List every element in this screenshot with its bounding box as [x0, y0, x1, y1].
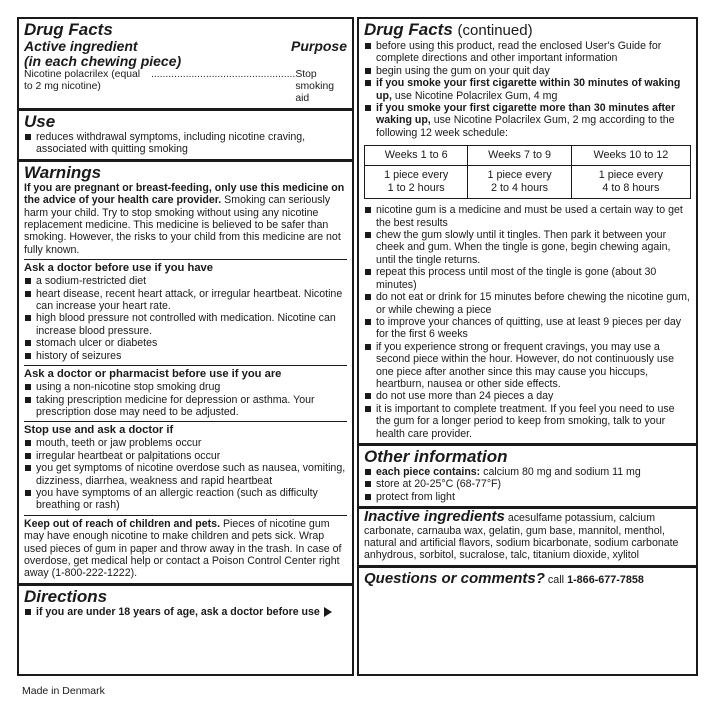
questions-line: [364, 570, 691, 587]
cell-line: 1 piece every: [598, 169, 663, 182]
pregnancy-warning-bold: If you are pregnant or breast-feeding, only use this medicine on the advice of your health care provider.: [24, 181, 345, 207]
list-item: using a non-nicotine stop smoking drug: [24, 381, 347, 393]
directions-continued-section: [359, 19, 696, 446]
table-header-row: [365, 146, 691, 166]
item-bold: if you smoke your first cigarette within 30 minutes of waking up,: [376, 77, 681, 102]
ask-pharmacist-heading: Ask a doctor or pharmacist before use if you are: [24, 368, 282, 381]
questions-section: [359, 568, 696, 590]
drug-facts-left-panel: [17, 17, 354, 676]
made-in-footer: Made in Denmark: [22, 685, 105, 697]
dosing-schedule-table: [364, 145, 691, 199]
list-item: irregular heartbeat or palpitations occur: [24, 450, 347, 462]
list-item: a sodium-restricted diet: [24, 275, 347, 287]
directions-item-text: if you are under 18 years of age, ask a doctor before use: [36, 605, 320, 618]
list-item: [364, 491, 691, 503]
item-text: before using this product, read the enclosed User's Guide for complete directions and other important information: [376, 40, 662, 65]
list-item: do not eat or drink for 15 minutes before chewing the nicotine gum, or while chewing a piece: [364, 291, 691, 316]
item-bold: each piece contains:: [376, 465, 481, 478]
inactive-ingredients-text: acesulfame potassium, calcium carbonate, carnauba wax, gelatin, gum base, mannitol, menthol, natural and artificial flavors, sodium bicarbonate, sodium carbonate anhydrous, sorbitol, sucralose, talc, titanium dioxide, xylitol: [364, 512, 679, 562]
list-item: repeat this process until most of the tingle is gone (about 30 minutes): [364, 266, 691, 291]
list-item: nicotine gum is a medicine and must be used a certain way to get the best results: [364, 204, 691, 229]
intro-directions-list: [364, 40, 691, 139]
stop-use-list: [24, 437, 347, 511]
item-text: store at 20-25°C (68-77°F): [376, 478, 502, 491]
table-cell: [571, 166, 690, 199]
list-item: [364, 77, 691, 102]
list-item: [364, 478, 691, 490]
active-ingredient-section: [19, 19, 352, 111]
leader-dots: ..................................................: [150, 69, 296, 80]
active-ingredient-header: [24, 39, 347, 54]
other-information-list: [364, 466, 691, 503]
directions-heading: Directions: [24, 586, 108, 606]
list-item: stomach ulcer or diabetes: [24, 337, 347, 349]
list-item: do not use more than 24 pieces a day: [364, 390, 691, 402]
use-heading: Use: [24, 112, 56, 131]
directions-list: [24, 606, 347, 618]
cell-line: 2 to 4 hours: [491, 182, 549, 195]
keep-out-warning: [24, 518, 347, 580]
list-item: [364, 65, 691, 77]
list-item: it is important to complete treatment. If you feel you need to use the gum for a longer period to keep from smoking, talk to your health care provider.: [364, 403, 691, 440]
table-row: [365, 166, 691, 199]
ingredient-purpose: Stop smoking aid: [295, 69, 335, 104]
table-cell: [365, 166, 468, 199]
item-text: use Nicotine Polacrilex Gum, 2 mg according to the following 12 week schedule:: [376, 114, 675, 139]
inactive-ingredients-heading: Inactive ingredients: [364, 508, 505, 526]
list-item: you get symptoms of nicotine overdose such as nausea, vomiting, dizziness, diarrhea, weakness and rapid heartbeat: [24, 462, 347, 487]
item-text: calcium 80 mg and sodium 11 mg: [480, 465, 641, 478]
list-item: you have symptoms of an allergic reaction (such as difficulty breathing or rash): [24, 487, 347, 512]
ask-doctor-block: [24, 259, 347, 362]
list-item: taking prescription medicine for depression or asthma. Your prescription dose may need to be adjusted.: [24, 394, 347, 419]
warnings-heading: Warnings: [24, 162, 102, 182]
ask-pharmacist-list: [24, 381, 347, 418]
directions-detail-list: [364, 204, 691, 440]
ingredient-name: Nicotine polacrilex (equal to 2 mg nicotine): [24, 69, 141, 92]
list-item: history of seizures: [24, 350, 347, 362]
drug-facts-title: Drug Facts: [24, 20, 113, 39]
list-item: to improve your chances of quitting, use at least 9 pieces per day for the first 6 weeks: [364, 316, 691, 341]
keep-out-block: [24, 515, 347, 580]
drug-facts-right-panel: [357, 17, 698, 676]
ask-doctor-heading: Ask a doctor before use if you have: [24, 262, 213, 275]
keep-out-bold: Keep out of reach of children and pets.: [24, 517, 221, 530]
pregnancy-warning-text: Smoking can seriously harm your child. Try to stop smoking without using any nicotine replacement medicine. This medicine is believed to be safer than smoking. However, the risks to your child from this medicine are not fully known.: [24, 194, 341, 256]
item-bold: if you smoke your first cigarette more than 30 minutes after waking up,: [376, 102, 676, 127]
active-ingredient-heading: Active ingredient: [24, 38, 138, 54]
active-ingredient-subheading: (in each chewing piece): [24, 53, 182, 69]
item-text: use Nicotine Polacrilex Gum, 4 mg: [391, 89, 558, 102]
phone-number: 1-866-677-7858: [567, 573, 644, 586]
item-text: begin using the gum on your quit day: [376, 64, 550, 77]
drug-facts-continued-title: [364, 21, 691, 40]
other-information-section: [359, 446, 696, 509]
list-item: chew the gum slowly until it tingles. Then park it between your cheek and gum. When the tingle is gone, begin chewing again, until the tingle returns.: [364, 229, 691, 266]
stop-use-block: [24, 421, 347, 511]
cell-line: 1 piece every: [487, 169, 552, 182]
list-item: [364, 40, 691, 65]
cell-line: 4 to 8 hours: [602, 182, 660, 195]
directions-section: [19, 586, 352, 621]
list-item: heart disease, recent heart attack, or irregular heartbeat. Nicotine can increase your heart rate.: [24, 288, 347, 313]
directions-item: [24, 606, 347, 618]
list-item: [364, 466, 691, 478]
questions-heading: Questions or comments?: [364, 569, 545, 587]
purpose-heading: Purpose: [290, 38, 347, 54]
pregnancy-warning: [24, 182, 347, 256]
questions-call: call: [544, 573, 568, 586]
cell-line: 1 piece every: [384, 169, 449, 182]
ask-pharmacist-block: [24, 365, 347, 418]
list-item: mouth, teeth or jaw problems occur: [24, 437, 347, 449]
table-cell: [468, 166, 571, 199]
warnings-section: [19, 162, 352, 586]
cell-line: 1 to 2 hours: [387, 182, 445, 195]
list-item: high blood pressure not controlled with medication. Nicotine can increase blood pressure.: [24, 312, 347, 337]
continue-arrow-icon: [324, 607, 332, 617]
use-section: [19, 111, 352, 162]
use-list: [24, 131, 347, 156]
item-text: protect from light: [376, 490, 455, 503]
list-item: [364, 102, 691, 139]
keep-out-text: Pieces of nicotine gum may have enough nicotine to make children and pets sick. Wrap used pieces of gum in paper and throw away in the trash. In case of overdose, get medical help or contact a Poison Control Center right away (1-800-222-1222).: [24, 517, 342, 580]
other-information-heading: Other information: [364, 446, 508, 466]
inactive-ingredients: [364, 508, 691, 562]
use-item: reduces withdrawal symptoms, including nicotine craving, associated with quitting smoking: [24, 131, 347, 156]
continued-suffix: (continued): [457, 22, 533, 39]
ask-doctor-list: [24, 275, 347, 362]
table-header-cell: Weeks 7 to 9: [468, 146, 571, 166]
continued-title: Drug Facts: [364, 20, 453, 39]
ingredient-row: [24, 69, 347, 105]
table-header-cell: Weeks 10 to 12: [571, 146, 690, 166]
table-header-cell: Weeks 1 to 6: [365, 146, 468, 166]
stop-use-heading: Stop use and ask a doctor if: [24, 424, 174, 437]
inactive-ingredients-section: [359, 509, 696, 568]
list-item: if you experience strong or frequent cravings, you may use a second piece within the hour. However, do not continuously use one piece after another since this may cause you hiccups, heartburn, nausea or other side effects.: [364, 341, 691, 391]
